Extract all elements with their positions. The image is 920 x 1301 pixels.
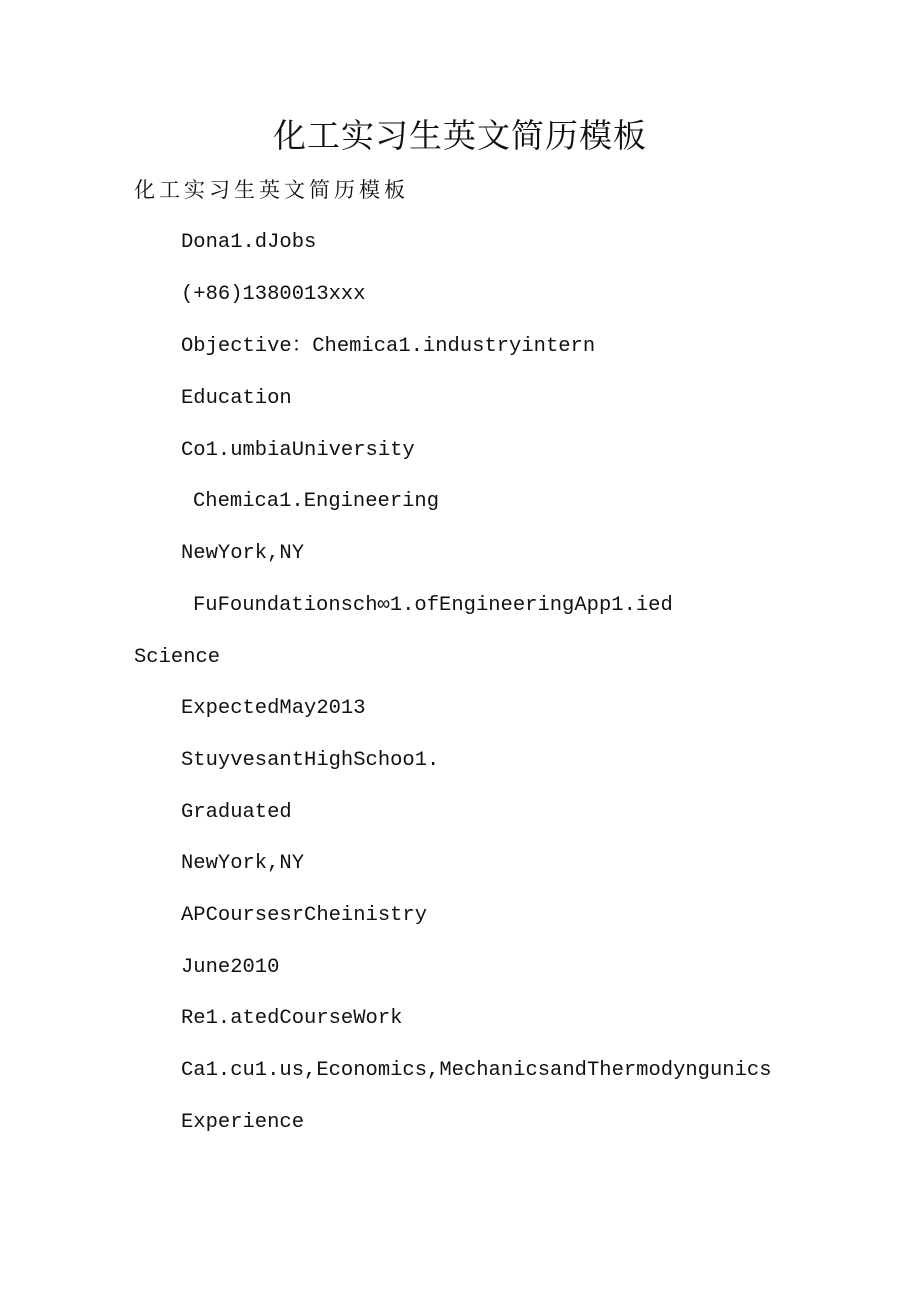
- phone-number: (+86)1380013xxx: [181, 283, 366, 306]
- high-school-location: NewYork,NY: [181, 852, 305, 875]
- objective-line: Objective：Chemica1.industryintern: [181, 335, 596, 358]
- ap-courses-line: APCoursesrCheinistry: [181, 904, 428, 927]
- candidate-name: Dona1.dJobs: [181, 231, 317, 254]
- university-location: NewYork,NY: [181, 542, 305, 565]
- school-name-line: FuFoundationsch∞1.ofEngineeringApp1.ied: [193, 594, 673, 617]
- document-subtitle: 化工实习生英文简历模板: [134, 178, 409, 202]
- coursework-list: Ca1.cu1.us,Economics,MechanicsandThermodyngunics: [181, 1059, 772, 1082]
- education-heading: Education: [181, 387, 292, 410]
- experience-heading: Experience: [181, 1111, 305, 1134]
- coursework-heading: Re1.atedCourseWork: [181, 1007, 403, 1030]
- graduated-label: Graduated: [181, 801, 292, 824]
- university-name: Co1.umbiaUniversity: [181, 439, 415, 462]
- document-title: 化工实习生英文简历模板: [273, 116, 647, 155]
- graduation-date: June2010: [181, 956, 280, 979]
- expected-graduation: ExpectedMay2013: [181, 697, 366, 720]
- school-name-continuation: Science: [134, 646, 221, 669]
- major-line: Chemica1.Engineering: [193, 490, 440, 513]
- high-school-name: StuyvesantHighSchoo1.: [181, 749, 440, 772]
